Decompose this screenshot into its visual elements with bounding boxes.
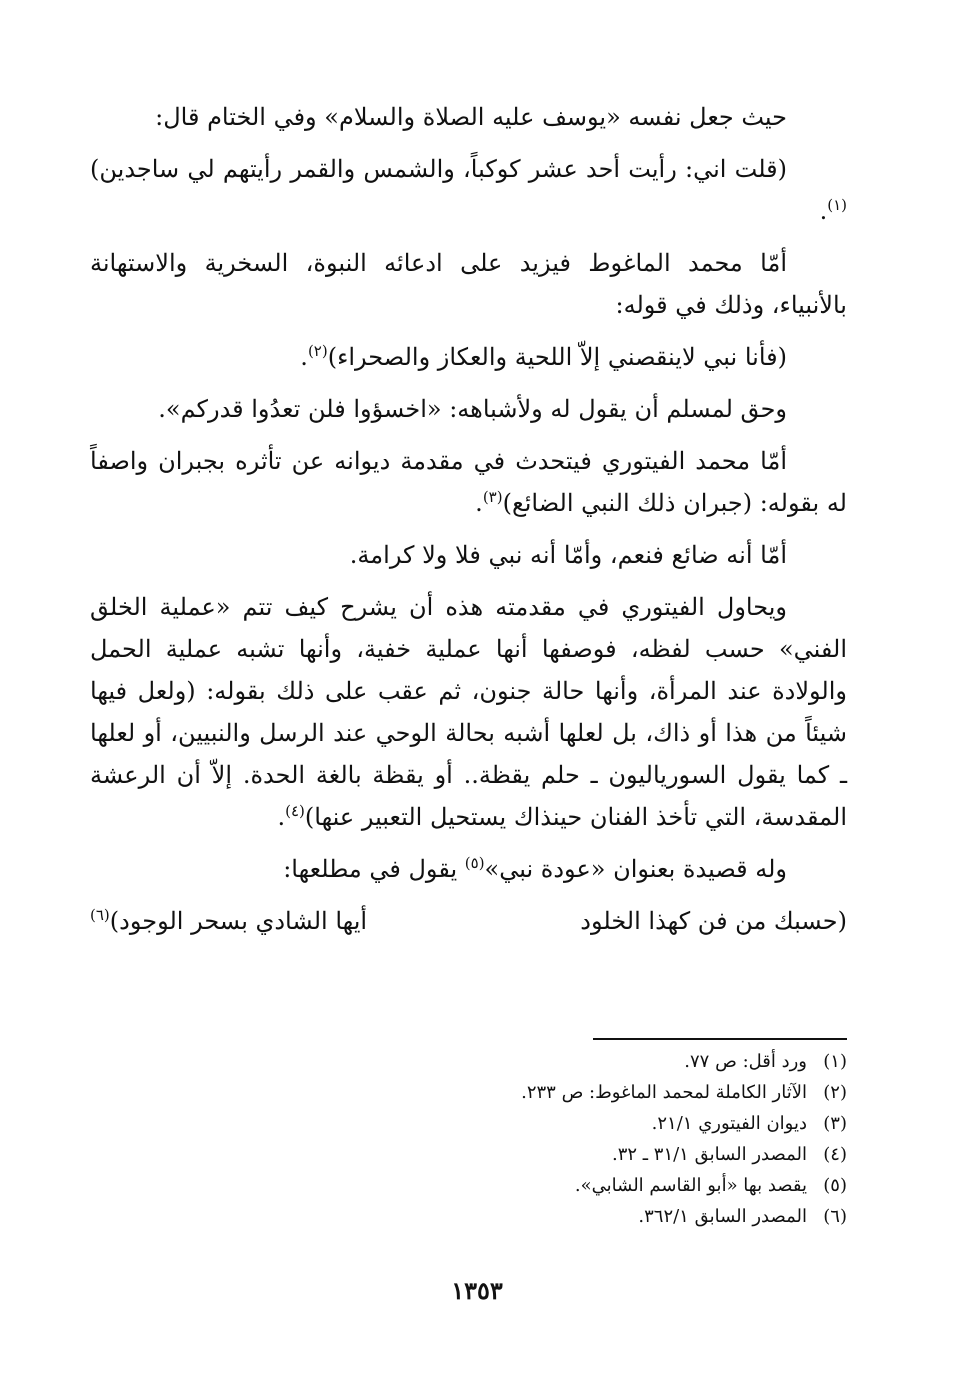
paragraph-text: (فأنا نبي لاينقصني إلاّ اللحية والعكاز والصحراء) [327, 343, 787, 371]
paragraph-tail: . [300, 343, 308, 371]
paragraph [90, 586, 847, 838]
footnote-separator [593, 1038, 847, 1040]
footnote-number: (٦) [823, 1206, 847, 1227]
footnote-text: الآثار الكاملة لمحمد الماغوط: ص ٢٣٣. [521, 1082, 807, 1103]
footnote-ref: (٤) [285, 802, 305, 820]
paragraph [90, 534, 847, 576]
footnote-ref: (١) [827, 196, 847, 214]
paragraph-tail: يقول في مطلعها: [283, 855, 465, 883]
main-text [90, 96, 847, 942]
footnote-text: ورد أقل: ص ٧٧. [684, 1051, 807, 1072]
footnote-item [300, 1108, 847, 1139]
footnote-item [300, 1046, 847, 1077]
footnotes [300, 1046, 847, 1232]
verse-second-text: أيها الشادي بسحر الوجود) [109, 907, 368, 935]
poem-verse [90, 900, 847, 942]
footnote-text: يقصد بها «أبو القاسم الشابي». [574, 1175, 807, 1196]
footnote-ref: (٥) [464, 854, 485, 872]
footnote-ref: (٣) [482, 488, 503, 506]
footnote-text: ديوان الفيتوري ٢١/١. [651, 1113, 807, 1134]
footnote-item [300, 1201, 847, 1232]
paragraph-text: أمّا أنه ضائع فنعم، وأمّا أنه نبي فلا ولا كرامة. [349, 541, 787, 569]
page-number: ١٣٥٣ [451, 1276, 503, 1305]
paragraph-tail: . [475, 489, 483, 517]
footnote-item [300, 1139, 847, 1170]
verse-second-hemistich [90, 900, 367, 942]
footnote-text: المصدر السابق ٣١/١ ـ ٣٢. [611, 1144, 807, 1165]
footnote-ref: (٦) [90, 906, 110, 924]
footnote-text: المصدر السابق ٣٦٢/١. [638, 1206, 807, 1227]
footnote-ref: (٢) [307, 342, 328, 360]
paragraph-tail: . [819, 197, 828, 225]
verse-first-hemistich: (حسبك من فن كهذا الخلود [580, 907, 847, 935]
quote-paragraph [90, 336, 847, 378]
footnote-item [300, 1077, 847, 1108]
paragraph-text: وحق لمسلم أن يقول له ولأشباهه: «اخسؤوا فلن تعدُوا قدركم». [158, 395, 787, 423]
paragraph-text: أمّا محمد الفيتوري فيتحدث في مقدمة ديوانه عن تأثره بجبران واصفاً له بقوله: (جبران ذلك النبي الضائع) [90, 447, 847, 517]
paragraph [90, 848, 847, 890]
paragraph-text: ويحاول الفيتوري في مقدمته هذه أن يشرح كيف تتم «عملية الخلق الفني» حسب لفظه، فوصفها أنها عملية خفية، وأنها تشبه عملية الحمل والولادة عند المرأة، وأنها حالة جنون، ثم عقب على ذلك بقوله: (ولعل فيها شيئاً من هذا أو ذاك، بل لعلها أشبه بحالة الوحي عند الرسل والنبيين، أو لعلها ـ كما يقول السورياليون ـ حلم يقظة.. أو يقظة بالغة الحدة. إلاّ أن الرعشة المقدسة، التي تأخذ الفنان حينذاك يستحيل التعبير عنها) [90, 593, 847, 831]
paragraph [90, 242, 847, 326]
footnote-number: (٥) [823, 1175, 847, 1196]
paragraph-text: وله قصيدة بعنوان «عودة نبي» [484, 855, 787, 883]
paragraph [90, 96, 847, 138]
paragraph-text: (قلت اني: رأيت أحد عشر كوكباً، والشمس والقمر رأيتهم لي ساجدين) [90, 155, 787, 183]
footnote-number: (٣) [823, 1113, 847, 1134]
footnote-number: (٢) [823, 1082, 847, 1103]
paragraph-text: حيث جعل نفسه «يوسف عليه الصلاة والسلام» وفي الختام قال: [155, 103, 787, 131]
quote-paragraph [90, 148, 847, 232]
paragraph-text: أمّا محمد الماغوط فيزيد على ادعائه النبوة، السخرية والاستهانة بالأنبياء، وذلك في قوله: [90, 249, 847, 319]
footnote-number: (١) [823, 1051, 847, 1072]
paragraph [90, 440, 847, 524]
footnote-item [300, 1170, 847, 1201]
footnote-number: (٤) [823, 1144, 847, 1165]
paragraph [90, 388, 847, 430]
paragraph-tail: . [277, 803, 286, 831]
